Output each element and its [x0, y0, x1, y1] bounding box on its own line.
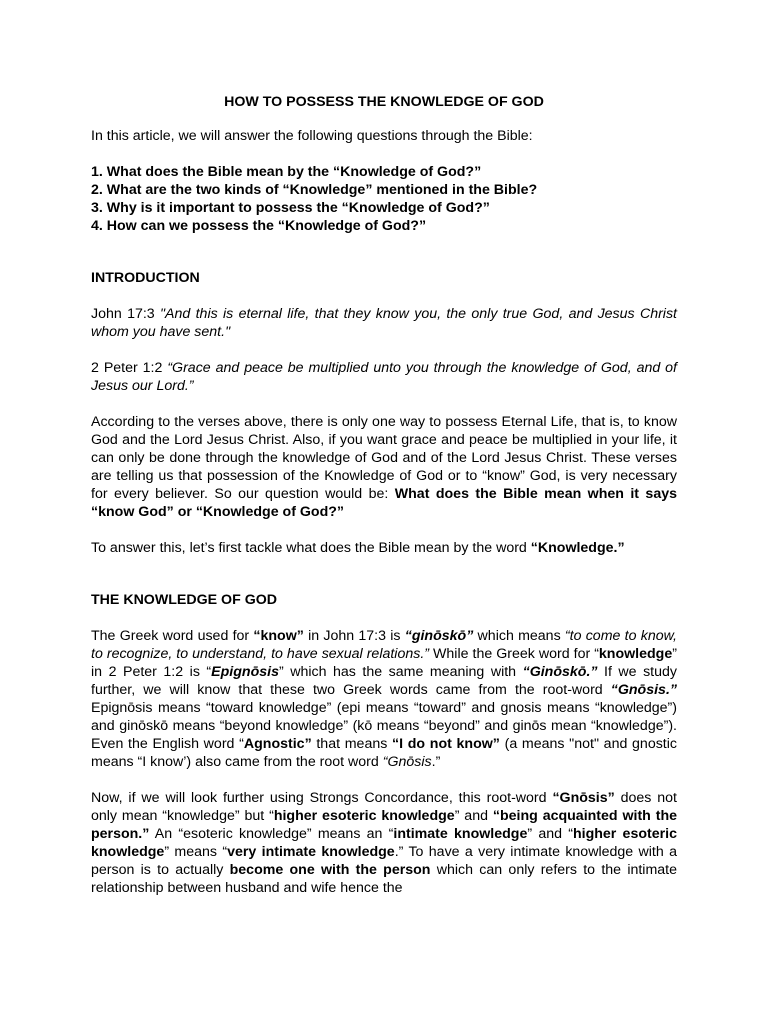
text-run: ” which has the same meaning with [278, 664, 523, 680]
verse-peter [91, 359, 677, 395]
emphasis-run: “I do not know” [392, 736, 500, 752]
question-item: 1. What does the Bible mean by the “Knowledge of God?” [91, 164, 482, 180]
text-run: While the Greek word for “ [429, 646, 599, 662]
text-run: ” and “ [527, 826, 573, 842]
answer-paragraph [91, 539, 677, 557]
text-run: which means [473, 628, 565, 644]
paragraph-text: To answer this, let’s first tackle what does the Bible mean by the word [91, 540, 531, 556]
question-item: 4. How can we possess the “Knowledge of God?” [91, 218, 427, 234]
emphasis-run: higher esoteric knowledge [91, 826, 677, 860]
verse-quote: “Grace and peace be multiplied unto you through the knowledge of God, and of Jesus our Lord.” [91, 360, 677, 394]
paragraph-text: According to the verses above, there is only one way to possess Eternal Life, that is, to know God and the Lord Jesus Christ. Also, if you want grace and peace be multiplied in your life, it can only be done through the knowledge of God and of the Lord Jesus Christ. These verses are telling us that possession of the Knowledge of God or to “know” God, is very necessary for every believer. So our question would be: [91, 414, 677, 502]
emphasis-run: become one with the person [229, 862, 431, 878]
verse-reference: John 17:3 [91, 306, 161, 322]
emphasis-run: “to come to know, to recognize, to understand, to have sexual relations.” [91, 628, 677, 662]
question-item: 2. What are the two kinds of “Knowledge” mentioned in the Bible? [91, 182, 538, 198]
text-run: An “esoteric knowledge” means an “ [149, 826, 394, 842]
strongs-paragraph [91, 789, 677, 897]
greek-word-paragraph [91, 627, 677, 771]
verse-quote: "And this is eternal life, that they know you, the only true God, and Jesus Christ whom you have sent." [91, 306, 677, 340]
emphasis-run: “know” [253, 628, 304, 644]
text-run: If we study further, we will know that these two Greek words came from the root-word [91, 664, 677, 698]
text-run: .” [431, 754, 441, 770]
knowledge-heading: THE KNOWLEDGE OF GOD [91, 592, 278, 608]
text-run: in John 17:3 is [303, 628, 405, 644]
emphasis-run: “Gnōsis” [552, 790, 615, 806]
emphasis-run: “Ginōskō.” [522, 664, 598, 680]
text-run: Epignōsis means “toward knowledge” (epi means “toward” and gnosis means “knowledge”) and ginōskō means “beyond knowledge” (kō means “beyond” and ginōs mean “knowledge”). Even the English word “ [91, 700, 677, 752]
question-list [91, 163, 677, 235]
emphasis-run: “Gnōsis [382, 754, 432, 770]
text-run: does not only mean “knowledge” but “ [91, 790, 677, 824]
verse-reference: 2 Peter 1:2 [91, 360, 168, 376]
question-item: 3. Why is it important to possess the “Knowledge of God?” [91, 200, 490, 216]
emphasis-run: intimate knowledge [393, 826, 528, 842]
text-run: (a means "not" and gnostic means “I know’) also came from the root word [91, 736, 677, 770]
intro-line: In this article, we will answer the following questions through the Bible: [91, 128, 533, 144]
emphasis-run: knowledge [598, 646, 673, 662]
text-run: that means [311, 736, 393, 752]
emphasis-run: “Gnōsis.” [610, 682, 677, 698]
text-run: ” and [454, 808, 493, 824]
document-title: HOW TO POSSESS THE KNOWLEDGE OF GOD [224, 94, 544, 110]
paragraph-emphasis: What does the Bible mean when it says “know God” or “Knowledge of God?” [91, 486, 677, 520]
emphasis-run: very intimate knowledge [227, 844, 395, 860]
text-run: Now, if we will look further using Strongs Concordance, this root-word [91, 790, 553, 806]
introduction-paragraph [91, 413, 677, 521]
emphasis-run: Agnostic” [243, 736, 312, 752]
text-run: The Greek word used for [91, 628, 254, 644]
text-run: .” To have a very intimate knowledge with a person is to actually [91, 844, 677, 878]
emphasis-run: “ginōskō” [404, 628, 474, 644]
text-run: which can only refers to the intimate relationship between husband and wife hence the [91, 862, 678, 896]
emphasis-run: Epignōsis [211, 664, 279, 680]
paragraph-emphasis: “Knowledge.” [530, 540, 625, 556]
verse-john [91, 305, 677, 341]
emphasis-run: higher esoteric knowledge [273, 808, 455, 824]
text-run: ” means “ [164, 844, 228, 860]
introduction-heading: INTRODUCTION [91, 270, 200, 286]
text-run: ” in 2 Peter 1:2 is “ [91, 646, 677, 680]
emphasis-run: “being acquainted with the person.” [91, 808, 678, 842]
